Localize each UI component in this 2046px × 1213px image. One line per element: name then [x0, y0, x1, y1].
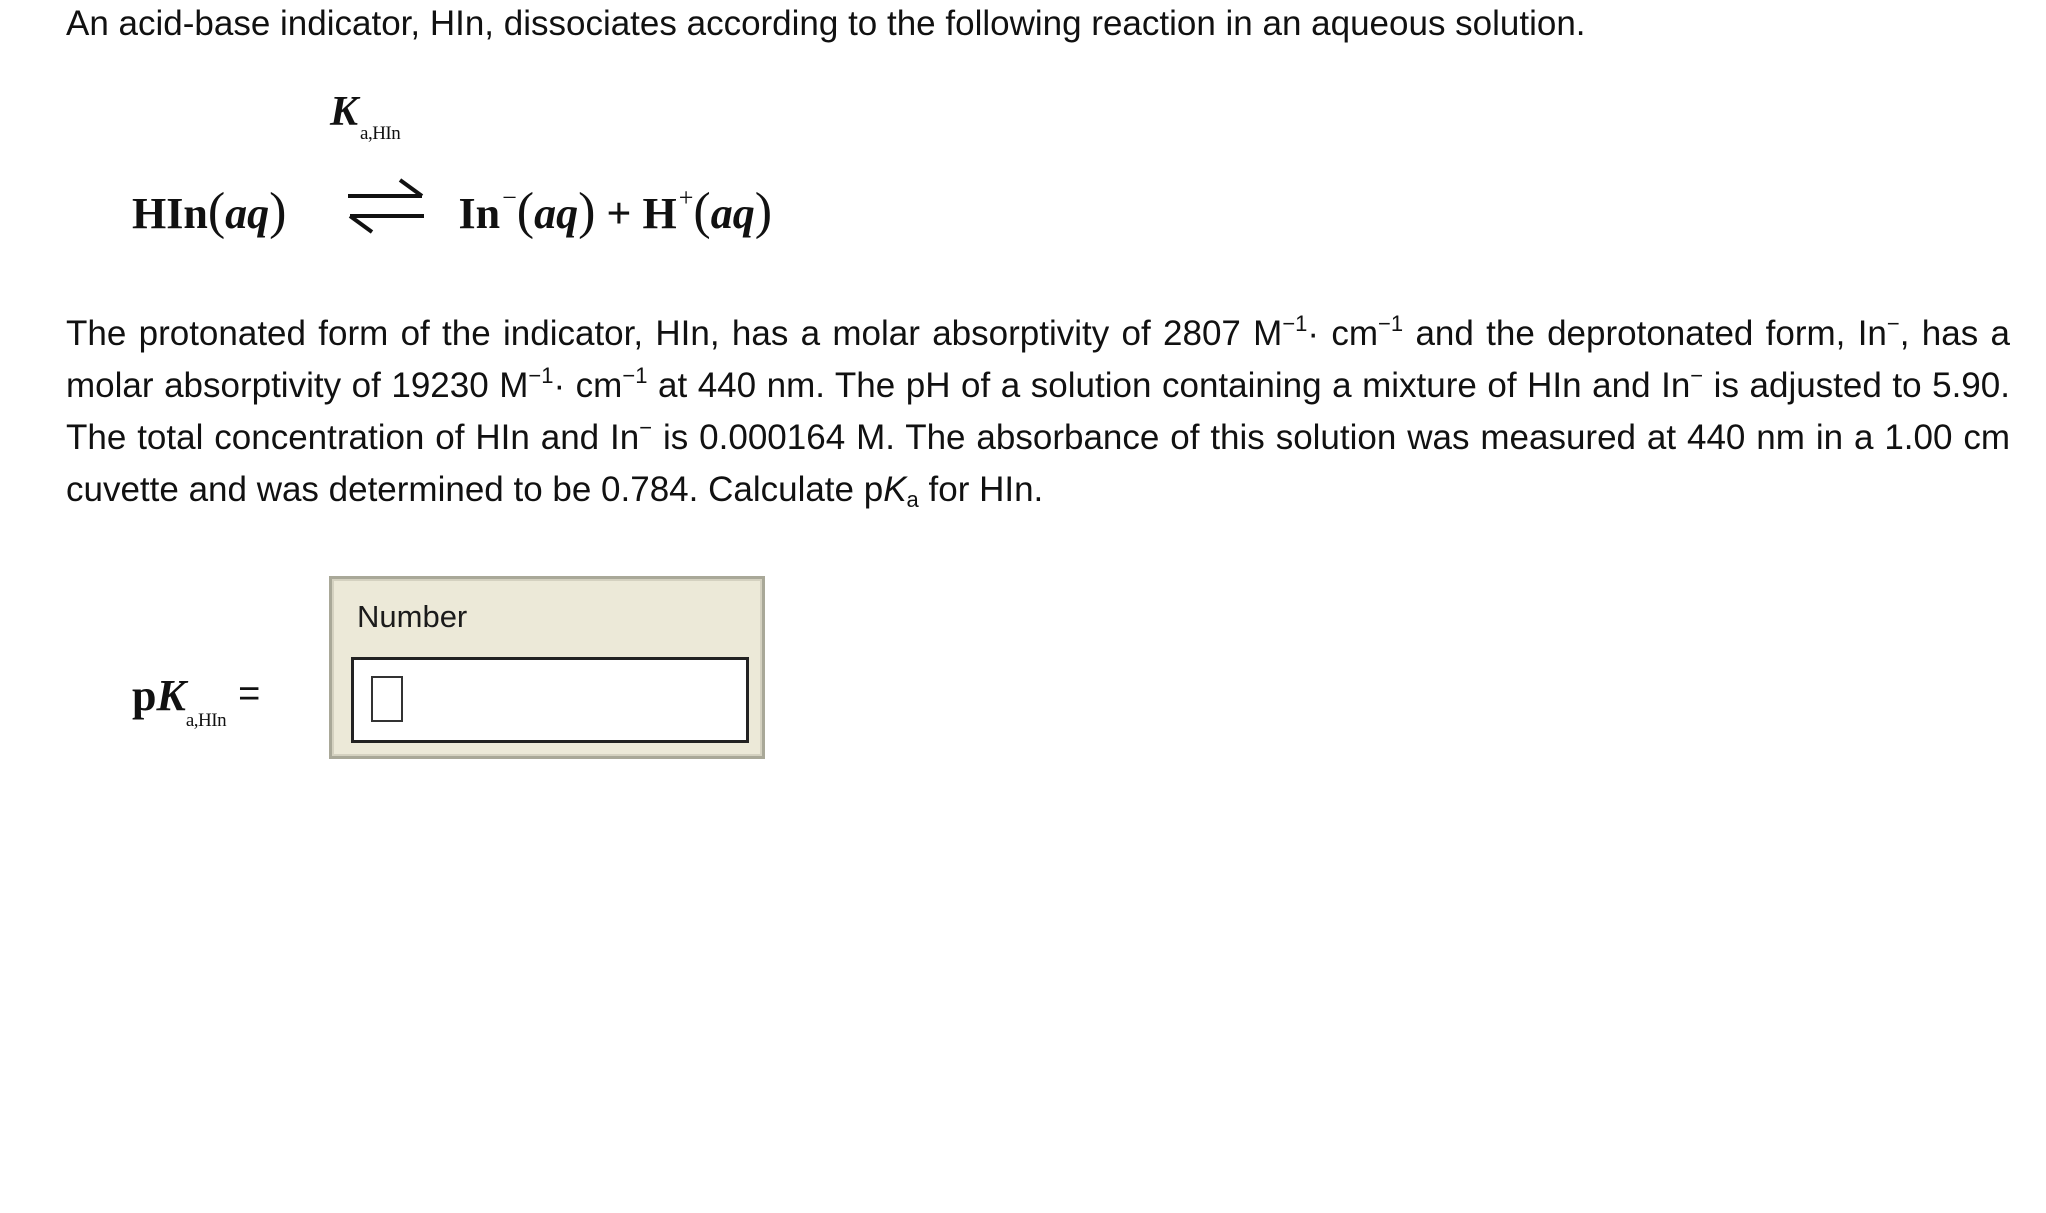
- pka-answer-label: $pK_{a,HIn}=$: [132, 671, 261, 731]
- pka-number-input[interactable]: [351, 657, 749, 743]
- reactant-state: aq: [225, 189, 270, 238]
- equilibrium-constant-label: K $_{a,HIn}$: [330, 89, 401, 144]
- text-cursor-icon: [371, 676, 403, 722]
- product2-state: aq: [710, 189, 755, 238]
- number-answer-box: [329, 576, 765, 759]
- product2-charge: +: [678, 183, 694, 212]
- plus-sign: +: [606, 189, 632, 238]
- product1-state: aq: [534, 189, 579, 238]
- product1-formula: In: [458, 189, 501, 238]
- intro-text: An acid-base indicator, HIn, dissociates according to the following reaction in an aqueous solution.: [66, 4, 1586, 43]
- number-field-label: Number: [357, 599, 468, 634]
- problem-statement: The protonated form of the indicator, HIn, has a molar absorptivity of 2807 $M^{-1}\cdot cm^{-1}$ and the deprotonated form, In−, has a molar absorptivity of 19230 $M^{-1}\cdot cm^{-1}$ at 440 nm. The pH of a solution containing a mixture of HIn and In− is adjusted to 5.90. The total concentration of HIn and In− is 0.000164 M. The absorbance of this solution was measured at 440 nm in a 1.00 cm cuvette and was determined to be 0.784. Calculate $pK_a$ for HIn.: [66, 311, 2010, 512]
- chemical-equation: HIn(aq) In−(aq) + H+(aq): [132, 183, 773, 240]
- product1-charge: −: [502, 183, 517, 212]
- reactant-formula: HIn: [132, 189, 208, 238]
- product2-formula: H: [642, 189, 677, 238]
